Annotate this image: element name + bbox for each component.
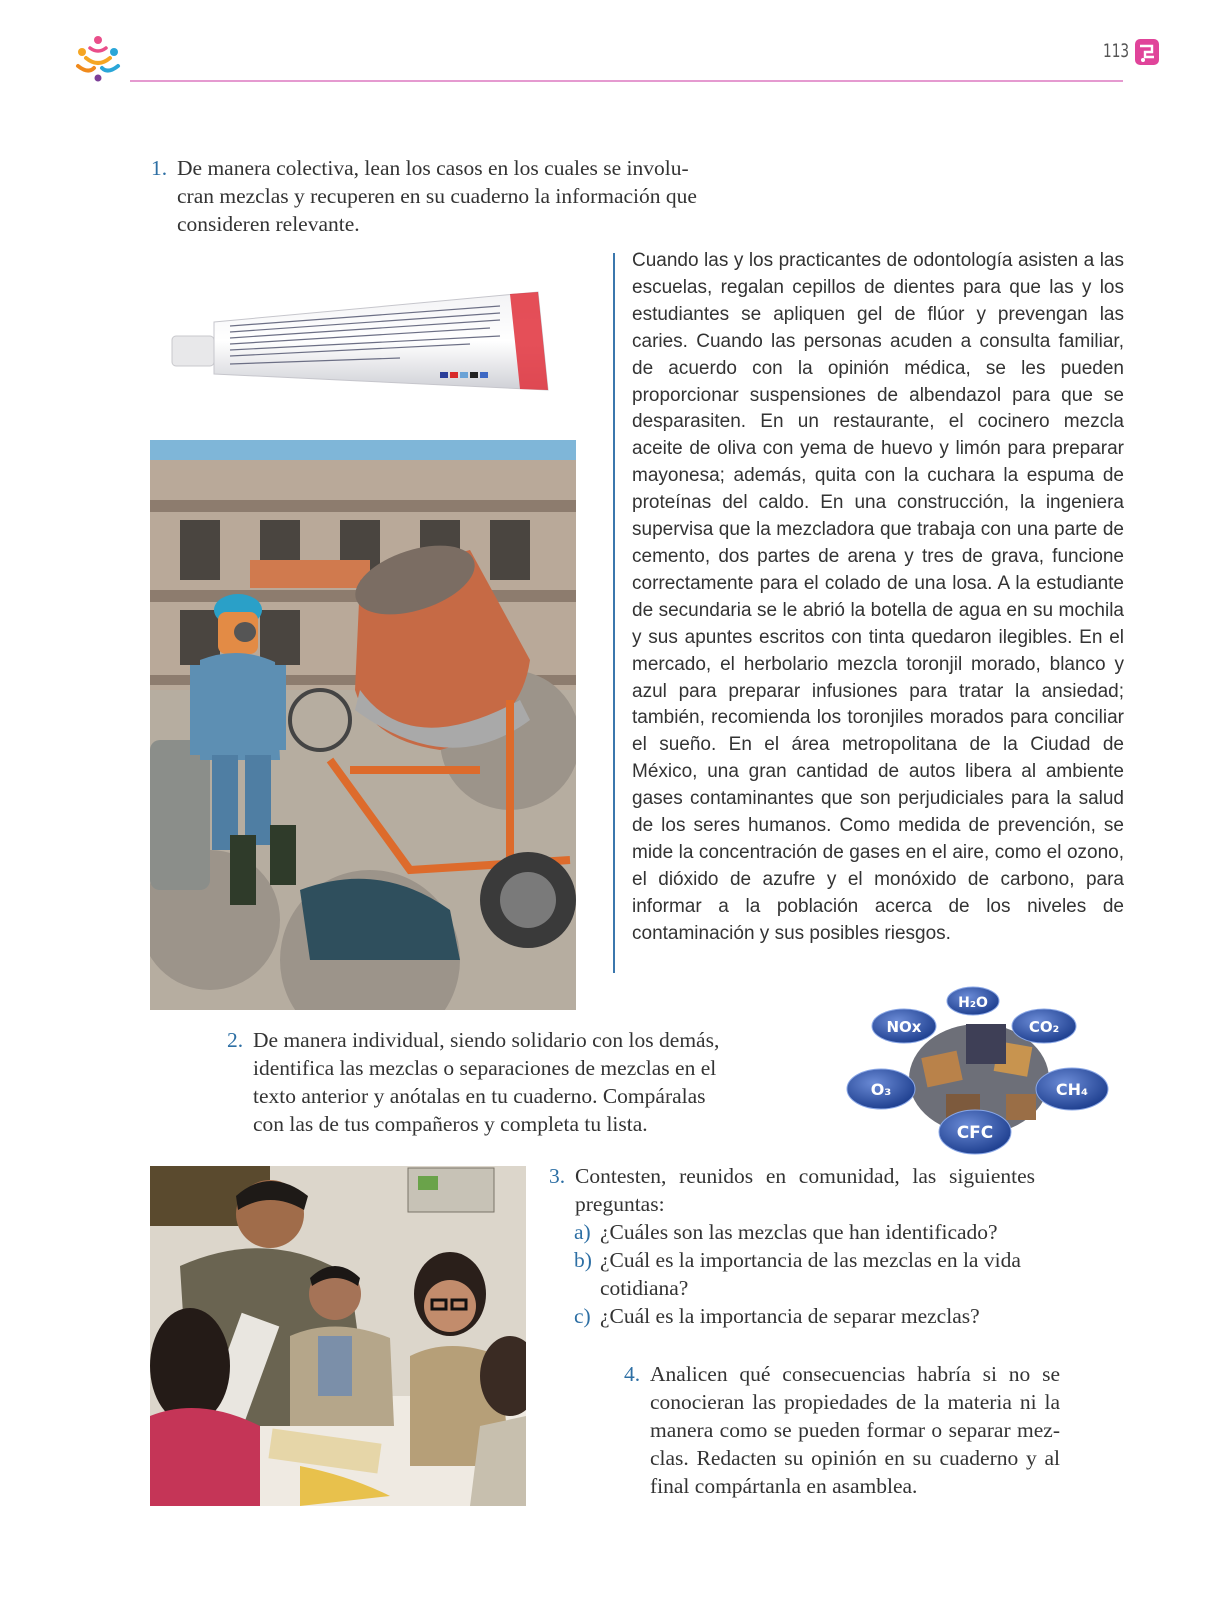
text-line: texto anterior y anótalas en tu cuaderno. Compáralas	[253, 1084, 706, 1108]
activity-1	[151, 154, 717, 238]
activity-2	[227, 1026, 743, 1138]
text-line: cotidiana?	[600, 1276, 689, 1300]
reading-bar	[613, 253, 615, 973]
activity-number: 2.	[227, 1028, 244, 1052]
text-line: ¿Cuál es la importancia de las mezclas en la vida	[600, 1248, 1021, 1272]
text-line: Contesten, reunidos en comunidad, las siguientes	[575, 1164, 1035, 1188]
co2-label: CO₂	[1028, 1018, 1060, 1036]
question-letter: a)	[574, 1220, 591, 1244]
question-letter: c)	[574, 1304, 591, 1328]
question-a	[575, 1218, 1035, 1246]
text-line: consideren relevante.	[177, 212, 360, 236]
o3-label: O₃	[870, 1080, 892, 1099]
text-line: De manera individual, siendo solidario con los demás,	[253, 1028, 720, 1052]
question-b	[575, 1246, 1035, 1302]
text-line: Analicen qué consecuencias habría si no se	[650, 1362, 1060, 1386]
text-line: ¿Cuáles son las mezclas que han identificado?	[600, 1220, 998, 1244]
text-line: De manera colectiva, lean los casos en los cuales se involu-	[177, 156, 689, 180]
reading-text: Cuando las y los practicantes de odontología asisten a las escuelas, regalan cepillos de dientes para que las y los estudiantes se apliquen gel de flúor y prevengan las caries. Cuando las personas acuden a consulta familiar, de acuerdo con la opinión médica, se les pueden proporcionar suspensiones de albendazol para que se desparasiten. En un restaurante, el cocinero mezcla aceite de oliva con yema de huevo y limón para preparar mayonesa; además, quita con la cuchara la espuma de proteínas del caldo. En una construcción, la ingeniera supervisa que la mezcladora que trabaja con una parte de cemento, dos partes de arena y tres de grava, funcione correctamente para el colado de una losa. A la estudiante de secundaria se le abrió la botella de agua en su mochila y sus apuntes escritos con tinta quedaron ilegibles. En el mercado, el herbolario mezcla toronjil morado, blanco y azul para preparar infusiones para tratar la ansiedad; también, recomienda los toronjiles morados para conciliar el sueño. En el área metropolitana de la Ciudad de México, una gran cantidad de autos libera al ambiente gases contaminantes que son perjudiciales para la salud de los seres humanos. Como medida de prevención, se mide la concentración de gases en el aire, como el ozono, el dióxido de azufre y el monóxido de carbono, para informar a la población acerca de los niveles de contaminación y sus posibles riesgos.	[632, 250, 1124, 944]
activity-4	[624, 1360, 1060, 1500]
text-line: preguntas:	[575, 1192, 665, 1216]
text-line: final compártanla en asamblea.	[650, 1474, 918, 1498]
construction-photo	[150, 440, 576, 1010]
header-rule	[130, 80, 1123, 82]
text-line: manera como se pueden formar o separar mez-	[650, 1418, 1060, 1442]
activity-3	[549, 1162, 1035, 1330]
toothpaste-tube-image	[170, 286, 560, 406]
text-line: clas. Redacten su opinión en su cuaderno y al	[650, 1446, 1060, 1470]
glyph-icon	[1134, 38, 1160, 66]
text-line: cran mezclas y recuperen en su cuaderno la información que	[177, 184, 697, 208]
activity-number: 3.	[549, 1164, 566, 1188]
h2o-label: H₂O	[958, 995, 988, 1011]
activity-number: 4.	[624, 1362, 641, 1386]
logo	[72, 34, 124, 84]
classroom-photo	[150, 1166, 526, 1506]
text-line: con las de tus compañeros y completa tu lista.	[253, 1112, 648, 1136]
question-c	[575, 1302, 1035, 1330]
gases-graphic	[846, 984, 1112, 1164]
page-number: 113	[1103, 40, 1130, 62]
activity-number: 1.	[151, 156, 168, 180]
ch4-label: CH₄	[1055, 1080, 1089, 1099]
text-line: ¿Cuál es la importancia de separar mezclas?	[600, 1304, 980, 1328]
cfc-label: CFC	[956, 1123, 994, 1143]
nox-label: NOx	[886, 1018, 922, 1036]
text-line: identifica las mezclas o separaciones de mezclas en el	[253, 1056, 717, 1080]
question-letter: b)	[574, 1248, 592, 1272]
text-line: conocieran las propiedades de la materia ni la	[650, 1390, 1060, 1414]
